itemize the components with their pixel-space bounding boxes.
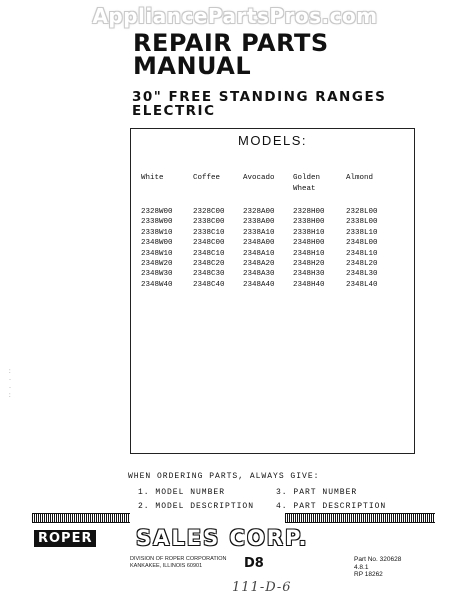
model-code: 2348W20: [141, 260, 173, 269]
model-code: 2348W40: [141, 280, 173, 289]
model-column-coffee: [193, 173, 225, 290]
model-code: 2348W00: [141, 239, 173, 248]
footer-rule-right: [285, 513, 435, 523]
model-code: 2338W10: [141, 228, 173, 237]
model-code: 2348C10: [193, 249, 225, 258]
roper-logo: ROPER: [34, 530, 96, 547]
model-column-avocado: [243, 173, 275, 290]
model-code: 2348C20: [193, 260, 225, 269]
subtitle-line: 30" FREE STANDING RANGES: [132, 89, 387, 105]
model-code: 2348H00: [293, 239, 325, 248]
model-code: 2348H20: [293, 260, 325, 269]
column-header: Almond: [346, 174, 374, 182]
model-code: 2348L30: [346, 270, 378, 279]
document-code: D8: [244, 556, 264, 571]
model-code: 2338L00: [346, 218, 378, 227]
division-text: [130, 556, 226, 570]
model-code: 2348C30: [193, 270, 225, 279]
model-code: 2348L10: [346, 249, 378, 258]
ordering-instructions: [128, 472, 387, 511]
part-info-line: 4.8.1: [354, 563, 369, 571]
model-code: 2348A30: [243, 270, 275, 279]
model-code: 2328H00: [293, 208, 325, 216]
page-title: [133, 29, 329, 80]
model-column-almond: [346, 173, 378, 290]
column-header: Avocado: [243, 174, 275, 182]
model-code: 2338L10: [346, 228, 378, 237]
ordering-heading: WHEN ORDERING PARTS, ALWAYS GIVE:: [128, 472, 320, 481]
model-code: 2348A20: [243, 260, 275, 269]
scan-edge-marks: : · · :: [9, 369, 11, 399]
model-code: 2348L00: [346, 239, 378, 248]
page-subtitle: [132, 90, 386, 118]
model-code: 2338C10: [193, 228, 225, 237]
ordering-item: 2. MODEL DESCRIPTION: [138, 502, 255, 511]
division-line: KANKAKEE, ILLINOIS 60901: [130, 563, 203, 569]
model-code: 2328W00: [141, 208, 173, 216]
models-heading: MODELS:: [237, 133, 307, 148]
model-code: 2348H10: [293, 249, 325, 258]
model-code: 2348A00: [243, 239, 275, 248]
model-code: 2338H10: [293, 228, 325, 237]
model-code: 2348C00: [193, 239, 225, 248]
model-code: 2348A10: [243, 249, 275, 258]
model-code: 2338C00: [193, 218, 225, 227]
model-column-white: [141, 173, 173, 290]
model-code: 2338H00: [293, 218, 325, 227]
model-column-golden-wheat: [293, 173, 325, 290]
column-header: Coffee: [193, 174, 221, 182]
model-code: 2348L40: [346, 280, 378, 289]
ordering-item: 1. MODEL NUMBER: [138, 488, 226, 497]
footer-rule-left: [32, 513, 130, 523]
model-code: 2328L00: [346, 208, 378, 216]
title-line: MANUAL: [133, 52, 252, 80]
model-code: 2348H40: [293, 280, 325, 289]
model-code: 2348C40: [193, 280, 225, 289]
title-line: REPAIR PARTS: [133, 29, 329, 57]
sales-corp-logo: SALES CORP.: [136, 526, 309, 550]
part-info-line: Part No. 320628: [354, 556, 402, 563]
model-code: 2348W10: [141, 249, 173, 258]
model-code: 2328A00: [243, 208, 275, 216]
column-header: White: [141, 174, 164, 182]
model-code: 2328C00: [193, 208, 225, 216]
model-code: 2348H30: [293, 270, 325, 279]
ordering-item: 4. PART DESCRIPTION: [276, 502, 387, 511]
part-info: [354, 556, 401, 579]
model-code: 2338W00: [141, 218, 173, 227]
column-header: Golden Wheat: [293, 174, 321, 193]
division-line: DIVISION OF ROPER CORPORATION: [130, 556, 227, 562]
ordering-item: 3. PART NUMBER: [276, 488, 358, 497]
model-code: 2348A40: [243, 280, 275, 289]
model-code: 2348W30: [141, 270, 173, 279]
models-box: [130, 128, 415, 454]
model-code: 2338A00: [243, 218, 275, 227]
part-info-line: RP 18262: [354, 571, 383, 578]
subtitle-line: ELECTRIC: [132, 103, 216, 119]
watermark-text: AppliancePartsPros.com: [92, 4, 378, 28]
model-code: 2338A10: [243, 228, 275, 237]
handwritten-note: 111-D-6: [232, 580, 292, 595]
model-code: 2348L20: [346, 260, 378, 269]
